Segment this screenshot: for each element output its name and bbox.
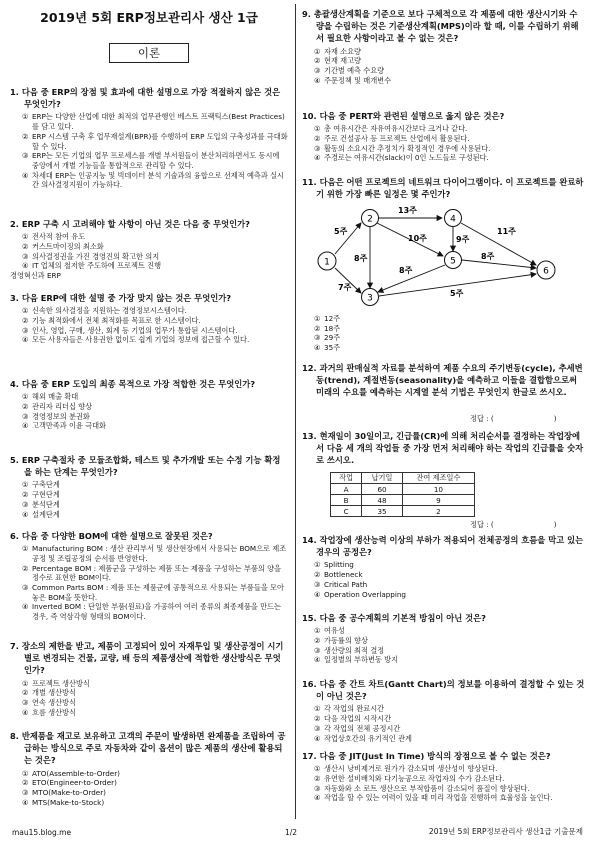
option-3[interactable]: ③ 의사결정권을 가진 경영진의 확고한 의지 — [22, 251, 160, 261]
column-divider — [295, 4, 296, 819]
edge-label-2-3: 8주 — [354, 254, 368, 263]
option-4[interactable]: ④ 고객만족과 이윤 극대화 — [22, 421, 107, 431]
edge-label-1-2: 5주 — [334, 227, 348, 236]
option-3[interactable]: ③ 경영정보의 분권화 — [22, 411, 90, 421]
question-text: 6. 다음 중 다양한 BOM에 대한 설명으로 잘못된 것은? — [10, 531, 213, 541]
table-row: B 48 9 — [331, 495, 475, 506]
col-header: 납기일 — [362, 473, 403, 484]
option-2[interactable]: ② 관리자 리더십 향상 — [22, 401, 93, 411]
question-text: 10. 다음 중 PERT와 관련된 설명으로 옳지 않은 것은? — [302, 111, 505, 121]
option-4[interactable]: ④ IT 업체의 철저한 주도하에 프로젝트 진행 — [22, 261, 162, 271]
options-list — [302, 764, 585, 803]
option-2[interactable]: ② 구현단계 — [22, 490, 60, 500]
svg-text:5: 5 — [450, 256, 456, 267]
question-text: 8. 반제품을 재고로 보유하고 고객의 주문이 발생하면 완제품을 조립하여 공급하는 방식으로 주로 자동차와 같이 옵션이 많은 제품의 생산에 활용되는 것은? — [10, 731, 286, 766]
option-1[interactable]: ① 각 작업의 완료시간 — [314, 704, 385, 714]
question-7 — [10, 640, 288, 717]
option-1[interactable]: ① 여유성 — [314, 626, 345, 636]
question-text: 3. 다음 ERP에 대한 설명 중 가장 맞지 않는 것은 무엇인가? — [10, 293, 232, 303]
option-4[interactable]: ④ 주경로는 여유시간(slack)이 0인 노드들로 구성된다. — [314, 153, 489, 163]
options-list — [302, 704, 585, 743]
option-1[interactable]: ① 자재 소요량 — [314, 46, 362, 56]
option-3[interactable]: ③ 29주 — [314, 333, 341, 343]
col-header: 작업 — [331, 473, 362, 484]
option-1[interactable]: ① 전사적 참여 유도 — [22, 232, 86, 242]
edge-label-5-3: 8주 — [399, 266, 413, 275]
options-list — [302, 626, 585, 665]
question-6 — [10, 530, 288, 622]
edge-label-2-5: 10주 — [408, 234, 427, 243]
option-2[interactable]: ② 유연한 설비배치와 다기능공으로 작업자의 수가 감소된다. — [314, 773, 505, 783]
option-2[interactable]: ② 현재 재고량 — [314, 56, 362, 66]
option-1[interactable]: ① 프로젝트 생산방식 — [22, 678, 90, 688]
extra-note: 경영혁신과 ERP — [10, 271, 61, 281]
option-4[interactable]: ④ Operation Overlapping — [314, 589, 406, 599]
option-3[interactable]: ③ Critical Path — [314, 579, 368, 589]
question-4 — [10, 378, 288, 431]
question-3 — [10, 292, 288, 345]
option-3[interactable]: ③ Common Parts BOM : 제품 또는 제품군에 공통적으로 사용되는 부품들을 모아놓은 BOM을 뜻한다. — [22, 583, 284, 602]
question-11 — [302, 176, 585, 200]
options-list — [10, 480, 288, 519]
option-3[interactable]: ③ MTO(Make-to-Order) — [22, 788, 106, 798]
question-text: 17. 다음 중 JIT(Just In Time) 방식의 장점으로 볼 수 없는 것은? — [302, 751, 551, 761]
option-3[interactable]: ③ ERP는 모든 기업의 업무 프로세스를 개별 부서원들이 분산처리하면서도 동시에 중앙에서 개별 기능들을 통합적으로 관리할 수 있다. — [22, 151, 280, 170]
question-text: 11. 다음은 어떤 프로젝트의 네트워크 다이어그램이다. 이 프로젝트를 완료하기 위한 가장 빠른 일정은 몇 주인가? — [302, 177, 584, 200]
answer-field-12[interactable]: 정답 : ( ) — [470, 414, 557, 423]
option-4[interactable]: ④ 흐름 생산방식 — [22, 707, 76, 717]
footer-document-title: 2019년 5회 ERP정보관리사 생산1급 기출문제 — [428, 827, 583, 836]
edge-label-5-6: 8주 — [481, 252, 495, 261]
option-2[interactable]: ② 18주 — [314, 323, 341, 333]
option-4[interactable]: ④ 작업을 할 수 있는 여력이 있을 때 미리 작업을 진행하여 효율성을 높인다. — [314, 793, 553, 803]
option-4[interactable]: ④ 차세대 ERP는 인공지능 및 빅데이터 분석 기술과의 융합으로 선제적 예측과 실시간 의사결정지원이 가능하다. — [22, 170, 284, 190]
option-4[interactable]: ④ MTS(Make-to-Stock) — [22, 797, 105, 807]
options-list — [302, 47, 585, 86]
question-9 — [302, 8, 585, 85]
option-1[interactable]: ① 구축단계 — [22, 480, 60, 490]
options-list — [10, 769, 288, 808]
option-2[interactable]: ② ETO(Engineer-to-Order) — [22, 778, 117, 788]
option-1[interactable]: ① ERP는 다양한 산업에 대한 최적의 업무관행인 베스트 프랙틱스(Best Practices)를 담고 있다. — [22, 112, 285, 132]
option-2[interactable]: ② Bottleneck — [314, 570, 363, 580]
question-14 — [302, 534, 585, 599]
options-list — [10, 306, 288, 345]
options-list — [302, 124, 585, 163]
question-17 — [302, 750, 585, 803]
col-header: 잔여 제조일수 — [402, 473, 474, 484]
node-5 — [445, 252, 462, 269]
options-list — [10, 679, 288, 718]
question-11-options — [302, 312, 585, 353]
options-list — [10, 544, 288, 622]
page-title: 2019년 5회 ERP정보관리사 생산 1급 — [40, 10, 258, 25]
option-4[interactable]: ④ 35주 — [314, 343, 341, 353]
option-2[interactable]: ② 주로 건설공사 등 프로젝트 산업에서 활용된다. — [314, 133, 470, 143]
node-6 — [537, 261, 555, 279]
question-10 — [302, 110, 585, 163]
option-4[interactable]: ④ 설계단계 — [22, 509, 60, 519]
option-2[interactable]: ② 다음 작업의 시작시간 — [314, 714, 392, 724]
option-4[interactable]: ④ 일정별의 부하변동 방지 — [314, 655, 399, 665]
question-15 — [302, 612, 585, 665]
option-4[interactable]: ④ 모든 사용자들은 사용권한 없이도 쉽게 기업의 정보에 접근할 수 있다. — [22, 335, 250, 345]
question-text: 1. 다음 중 ERP의 장점 및 효과에 대한 설명으로 가장 적절하지 않은 것은 무엇인가? — [10, 87, 281, 110]
question-text: 2. ERP 구축 시 고려해야 할 사항이 아닌 것은 다음 중 무엇인가? — [10, 219, 250, 229]
edge-5-6 — [462, 260, 536, 268]
options-list — [10, 112, 288, 190]
option-2[interactable]: ② 개별 생산방식 — [22, 688, 76, 698]
option-1[interactable]: ① 생산시 낭비제거로 원가가 감소되며 생산성이 향상된다. — [314, 764, 498, 774]
svg-text:2: 2 — [367, 214, 373, 225]
option-2[interactable]: ② 기능 최적화에서 전체 최적화를 목표로 한 시스템이다. — [22, 315, 201, 325]
edge-label-4-5: 9주 — [456, 235, 470, 244]
question-12 — [302, 362, 585, 399]
option-1[interactable]: ① 해외 매출 확대 — [22, 392, 79, 402]
question-16 — [302, 678, 585, 743]
option-3[interactable]: ③ 분석단계 — [22, 499, 60, 509]
option-2[interactable]: ② Percentage BOM : 제품군을 구성하는 제품 또는 제품을 구성하는 부품의 양을 정수로 표현한 BOM이다. — [22, 563, 282, 583]
node-4 — [445, 210, 462, 227]
question-text: 4. 다음 중 ERP 도입의 최종 목적으로 가장 적합한 것은 무엇인가? — [10, 379, 256, 389]
node-2 — [362, 210, 379, 227]
question-8 — [10, 730, 288, 807]
option-3[interactable]: ③ 생산량의 최적 결정 — [314, 645, 385, 655]
jobs-table — [330, 472, 475, 517]
edge-label-1-3: 7주 — [338, 283, 352, 292]
option-1[interactable]: ① ATO(Assemble-to-Order) — [22, 768, 120, 778]
network-diagram — [302, 204, 585, 314]
svg-text:3: 3 — [367, 293, 373, 304]
option-1[interactable]: ① Manufacturing BOM : 생산 관리부서 및 생산현장에서 사용되는 BOM으로 제조공정 및 조립공정의 순서를 반영한다. — [22, 544, 287, 563]
option-2[interactable]: ② 커스트마이징의 최소화 — [22, 241, 104, 251]
option-3[interactable]: ③ 인사, 영업, 구매, 생산, 회계 등 기업의 업무가 통합된 시스템이다. — [22, 325, 238, 335]
edge-label-4-6: 11주 — [497, 227, 516, 236]
option-3[interactable]: ③ 활동의 소요시간 추정치가 확정적인 경우에 사용된다. — [314, 143, 491, 153]
option-2[interactable]: ② 가동률의 향상 — [314, 635, 368, 645]
svg-text:6: 6 — [543, 266, 549, 277]
option-1[interactable]: ① Splitting — [314, 560, 354, 570]
svg-text:4: 4 — [450, 214, 456, 225]
option-3[interactable]: ③ 기간별 예측 수요량 — [314, 66, 385, 76]
question-2 — [10, 218, 288, 281]
answer-field-13[interactable]: 정답 : ( ) — [470, 520, 557, 529]
edge-label-3-6: 5주 — [450, 289, 464, 298]
question-text: 13. 현재일이 30일이고, 긴급률(CR)에 의해 처리순서를 결정하는 작업장에서 다음 세 개의 작업들 중 가장 먼저 처리해야 하는 작업의 긴급률을 숫자로 쓰시오. — [302, 431, 584, 466]
option-4[interactable]: ④ 주문정책 및 매개변수 — [314, 75, 392, 85]
node-3 — [362, 289, 379, 306]
question-text: 16. 다음 중 간트 차트(Gantt Chart)의 정보를 이용하여 결정할 수 있는 것이 아닌 것은? — [302, 679, 585, 702]
option-3[interactable]: ③ 각 작업의 전체 공정시간 — [314, 723, 401, 733]
svg-text:1: 1 — [324, 257, 330, 268]
node-1 — [318, 252, 336, 270]
table-row: A 60 10 — [331, 484, 475, 495]
option-1[interactable]: ① 총 여유시간은 자유여유시간보다 크거나 같다. — [314, 124, 468, 134]
question-5 — [10, 454, 288, 519]
option-1[interactable]: ① 12주 — [314, 314, 341, 323]
edge-label-2-4: 13주 — [398, 206, 417, 215]
question-1 — [10, 86, 288, 190]
question-text: 14. 작업장에 생산능력 이상의 부하가 적용되어 전체공정의 흐름을 막고 있는 경우의 공정은? — [302, 535, 584, 558]
question-text: 12. 과거의 판매실적 자료를 분석하여 제품 수요의 주기변동(cycle), 추세변동(trend), 계절변동(seasonality)을 예측하고 이들을 결합함으로써 미래의 수요를 예측하는 시계열 분석 기법은 무엇인지 한글로 쓰시오. — [302, 363, 583, 398]
options-list — [10, 392, 288, 431]
options-list — [302, 314, 585, 353]
option-3[interactable]: ③ 연속 생산방식 — [22, 698, 76, 708]
section-label: 이론 — [109, 43, 189, 63]
option-1[interactable]: ① 신속한 의사결정을 지원하는 경영정보시스템이다. — [22, 306, 187, 316]
question-text: 9. 총괄생산계획을 기준으로 보다 구체적으로 각 제품에 대한 생산시기와 수량을 수립하는 것은 기준생산계획(MPS)이라 할 때, 이를 수립하기 위해서 필요한 사항이라고 볼 수 없는 것은? — [302, 9, 579, 44]
table-row: C 35 2 — [331, 506, 475, 517]
options-list — [10, 232, 288, 271]
question-13 — [302, 430, 585, 467]
question-text: 7. 장소의 제한을 받고, 제품이 고정되어 있어 자재투입 및 생산공정이 시기별로 변경되는 건물, 교량, 배 등의 제품생산에 적합한 생산방식은 무엇인가? — [10, 641, 284, 676]
footer-site: mau15.blog.me — [12, 828, 72, 837]
table-header-row — [331, 473, 475, 484]
option-2[interactable]: ② ERP 시스템 구축 후 업무재설계(BPR)를 수행하여 ERP 도입의 구축성과를 극대화할 수 있다. — [22, 131, 288, 151]
question-text: 5. ERP 구축절차 중 모듈조합화, 테스트 및 추가개발 또는 수정 기능 확정을 하는 단계는 무엇인가? — [10, 455, 281, 478]
option-4[interactable]: ④ 작업상호간의 유기적인 관계 — [314, 733, 412, 743]
options-list — [302, 560, 585, 599]
footer-page-number: 1/2 — [285, 828, 298, 837]
question-text: 15. 다음 중 공수계획의 기본적 방침이 아닌 것은? — [302, 613, 486, 623]
option-4[interactable]: ④ Inverted BOM : 단일한 부품(원료)을 가공하여 여러 종류의 최종제품을 만드는 경우, 즉 역삼각형 형태의 BOM이다. — [22, 602, 281, 622]
option-3[interactable]: ③ 자동화와 소 로트 생산으로 부적합품이 감소되어 품질이 향상된다. — [314, 783, 530, 793]
